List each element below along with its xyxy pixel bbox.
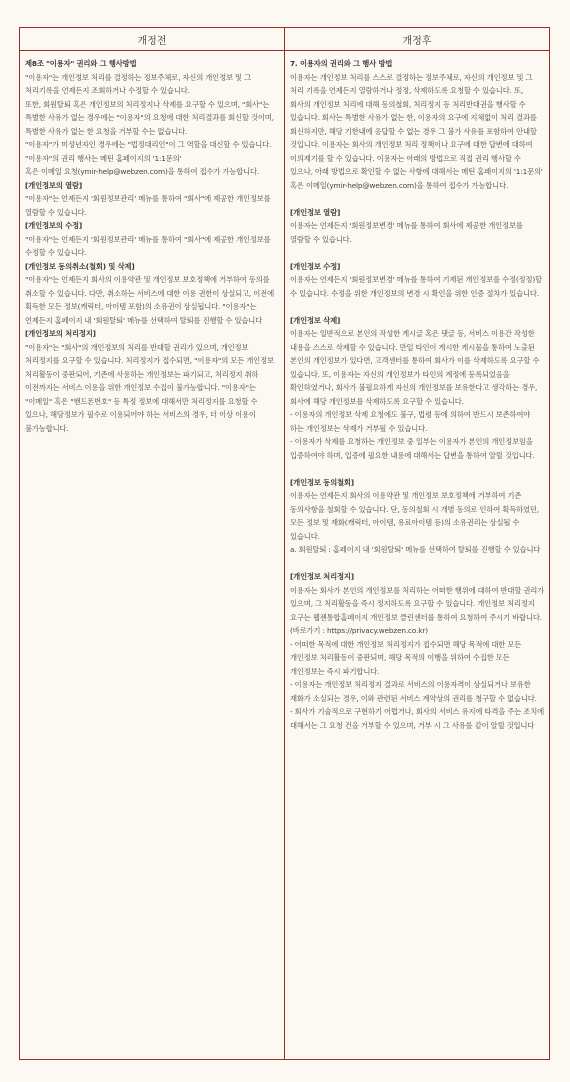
before-paragraph: "이용자"는 개인정보 처리를 결정하는 정보주체로, 자신의 개인정보 및 그 처리기록을 언제든지 조회하거나 수정할 수 있습니다. <box>25 72 254 95</box>
before-paragraph: "이용자"는 언제든지 '회원정보관리' 메뉴를 통하여 "회사"에 제공한 개인정보를 수정할 수 있습니다. <box>25 234 273 257</box>
after-paragraph: 이용자는 언제든지 '회원정보변경' 메뉴를 통하여 기재된 개인정보를 수정(정정)할 수 있습니다. 수정을 위한 개인정보의 변경 시 확인을 위한 인증 절차가 있습니다. <box>290 275 545 298</box>
table-body <box>20 51 549 1059</box>
spacer <box>290 246 545 260</box>
before-paragraph: "이용자"는 언제든지 '회원정보관리' 메뉴를 통하여 "회사"에 제공한 개인정보를 열람할 수 있습니다. <box>25 194 273 217</box>
before-section-heading: [개인정보 동의취소(철회) 및 삭제] <box>25 261 135 271</box>
before-paragraph: "이용자"가 미성년자인 경우에는 "법정대리인"이 그 역할을 대신할 수 있습니다. <box>25 140 272 149</box>
after-paragraph: - 이용자의 개인정보 삭제 요청에도 불구, 법령 등에 의하여 반드시 보존하여야 하는 개인정보는 삭제가 거부될 수 있습니다. <box>290 410 533 433</box>
header-before: 개정전 <box>20 28 285 50</box>
after-paragraph: - 회사가 기술적으로 구현하기 어렵거나, 회사의 서비스 유지에 타격을 주는 조치에 대해서는 그 요청 건을 거부할 수 있으며, 거부 시 그 사유를 같이 알릴 것입니다 <box>290 707 547 730</box>
before-column <box>20 51 285 1059</box>
after-section-heading: [개인정보 삭제] <box>290 315 341 325</box>
before-paragraph: 혹은 이메일 요청(ymir-help@webzen.com)을 통하여 접수가 가능합니다. <box>25 167 260 176</box>
before-section-heading: 제8조 "이용자" 권리와 그 행사방법 <box>25 59 137 68</box>
after-paragraph: 이용자는 회사가 본인의 개인정보를 처리하는 어떠한 행위에 대하여 반대할 권리가 있으며, 그 처리활동을 즉시 정지하도록 요구할 수 있습니다. 개인정보 처리정지 요구는 웹젠통합홈페이지 개인정보 클린센터를 통하여 요청하여 주시기 바랍니다. <box>290 585 547 622</box>
comparison-table <box>19 27 550 1060</box>
spacer <box>290 462 545 476</box>
before-section-heading: [개인정보의 열람] <box>25 180 83 190</box>
after-section-heading: [개인정보 수정] <box>290 261 341 271</box>
after-paragraph: 이용자는 언제든지 회사의 이용약관 및 개인정보 보호정책에 거부하여 기존 동의사항을 철회할 수 있습니다. 단, 동의철회 시 개별 동의로 인하여 획득하였던, 모든 정보 및 재화(캐릭터, 아이템, 유료아이템 등)의 소유권리는 상실될 수 있습니다. <box>290 491 542 541</box>
before-paragraph: "이용자"의 권리 행사는 메틴 홈페이지의 '1:1문의' <box>25 153 182 163</box>
after-paragraph: 이용자는 언제든지 '회원정보변경' 메뉴를 통하여 회사에 제공한 개인정보를 열람할 수 있습니다. <box>290 221 525 244</box>
after-section-heading: [개인정보 처리정지] <box>290 572 354 581</box>
before-paragraph: 또한, 회원탈퇴 혹은 개인정보의 처리정지나 삭제를 요구할 수 있으며, "회사"는 특별한 사유가 없는 경우에는 "이용자"의 요청에 대한 처리결과를 회신할 것이며, 특별한 사유가 없는 한 요청을 거부할 수는 없습니다. <box>25 99 277 136</box>
spacer <box>290 300 545 314</box>
after-section-heading: [개인정보 열람] <box>290 207 341 217</box>
after-paragraph: a. 회원탈퇴 : 홈페이지 내 '회원탈퇴' 메뉴를 선택하여 탈퇴를 진행할 수 있습니다 <box>290 545 541 554</box>
after-paragraph: (바로가기 : https://privacy.webzen.co.kr) <box>290 626 428 635</box>
after-section-heading: [개인정보 동의철회] <box>290 477 354 487</box>
before-paragraph: "이용자"는 언제든지 회사의 이용약관 및 개인정보 보호정책에 거부하여 동의를 취소할 수 있습니다. 다만, 취소하는 서비스에 대한 이용 권한이 상실되고, 이전에 획득한 모든 정보(캐릭터, 아이템 포함)의 소유권이 상실됩니다. "이용자"는 언제든지 홈페이지 내 '회원탈퇴' 메뉴를 선택하여 탈퇴를 진행할 수 있습니다 <box>25 275 277 325</box>
after-paragraph: 이용자는 일반적으로 본인의 작성한 게시글 혹은 댓글 등, 서비스 이용간 작성한 내용을 스스로 삭제할 수 있습니다. 만일 타인이 게시한 게시물을 통하여 노출된 본인의 개인정보가 있다면, 고객센터를 통하여 회사가 이를 삭제하도록 요구할 수 있습니다. 또, 이용자는 자신의 개인정보가 타인의 계정에 등록되었음을 확인하였거나, 회사가 불필요하게 자신의 개인정보를 보유한다고 생각하는 경우, 회사에 해당 개인정보를 삭제하도록 요구할 수 있습니다. <box>290 329 542 406</box>
spacer <box>290 192 545 206</box>
before-section-heading: [개인정보의 수정] <box>25 221 83 230</box>
after-paragraph: - 이용자는 개인정보 처리정지 결과로 서비스의 이용자격이 상실되거나 보유한 재화가 소실되는 경우, 이와 관련된 서비스 계약상의 권리를 청구할 수 없습니다. <box>290 680 537 703</box>
table-header <box>20 28 549 51</box>
after-paragraph: - 어떠한 목적에 대한 개인정보 처리정지가 접수되면 해당 목적에 대한 모든 개인정보 처리활동이 중판되며, 해당 목적의 이행을 위하여 수집한 모든 개인정보는 즉시 파기합니다. <box>290 639 524 676</box>
header-after: 개정후 <box>402 35 432 47</box>
before-paragraph: "이용자"는 "회사"의 개인정보의 처리를 반대할 권리가 있으며, 개인정보 처리정지를 요구할 수 있습니다. 처리정지가 접수되면, "이용자"의 모든 개인정보 처리활동이 중판되어, 기존에 사용하는 개인정보는 파기되고, 처리정지 취하 이전까지는 서비스 이용을 위한 개인정보 수집이 불가능합니다. "이용자"는 "이메일" 혹은 "핸드폰번호" 등 특정 정보에 대해서만 처리정지를 요청할 수 있으나, 해당정보가 필수로 이용되어야 하는 서비스의 경우, 더 이상 이용이 불가능합니다. <box>25 342 277 433</box>
after-column <box>285 51 549 1059</box>
after-paragraph: - 이용자가 삭제를 요청하는 개인정보 중 일부는 이용자가 본인의 개인정보임을 입증하여야 하며, 입증에 필요한 내용에 대해서는 답변을 통하여 알릴 것입니다. <box>290 437 535 460</box>
spacer <box>290 557 545 571</box>
before-section-heading: [개인정보의 처리정지] <box>25 329 96 338</box>
after-paragraph: 이용자는 개인정보 처리를 스스로 결정하는 정보주체로, 자신의 개인정보 및 그 처리 기록을 언제든지 열람하거나 정정, 삭제하도록 요청할 수 있습니다. 또, 회사의 개인정보 처리에 대해 동의철회, 처리정지 등 처리반대권을 행사할 수 있습니다. 회사는 특별한 사유가 없는 한, 이용자의 요구에 지체없이 처리 결과를 회신하지만, 해당 기한내에 응답할 수 없는 경우 그 불가 사유를 포함하여 안내할 것입니다. 이용자는 회사의 개인정보 처리 정책이나 요구에 대한 답변에 대하여 이의제기를 할 수 있습니다. 이용자는 아래의 방법으로 직접 권리 행사할 수 있으나, 아래 방법으로 확인할 수 없는 사항에 대해서는 메틴 홈페이지의 '1:1문의' 혹은 이메일(ymir-help@webzen.com)을 통하여 접수가 가능합니다. <box>290 72 545 190</box>
after-section-heading: 7. 이용자의 권리와 그 행사 방법 <box>290 59 393 68</box>
